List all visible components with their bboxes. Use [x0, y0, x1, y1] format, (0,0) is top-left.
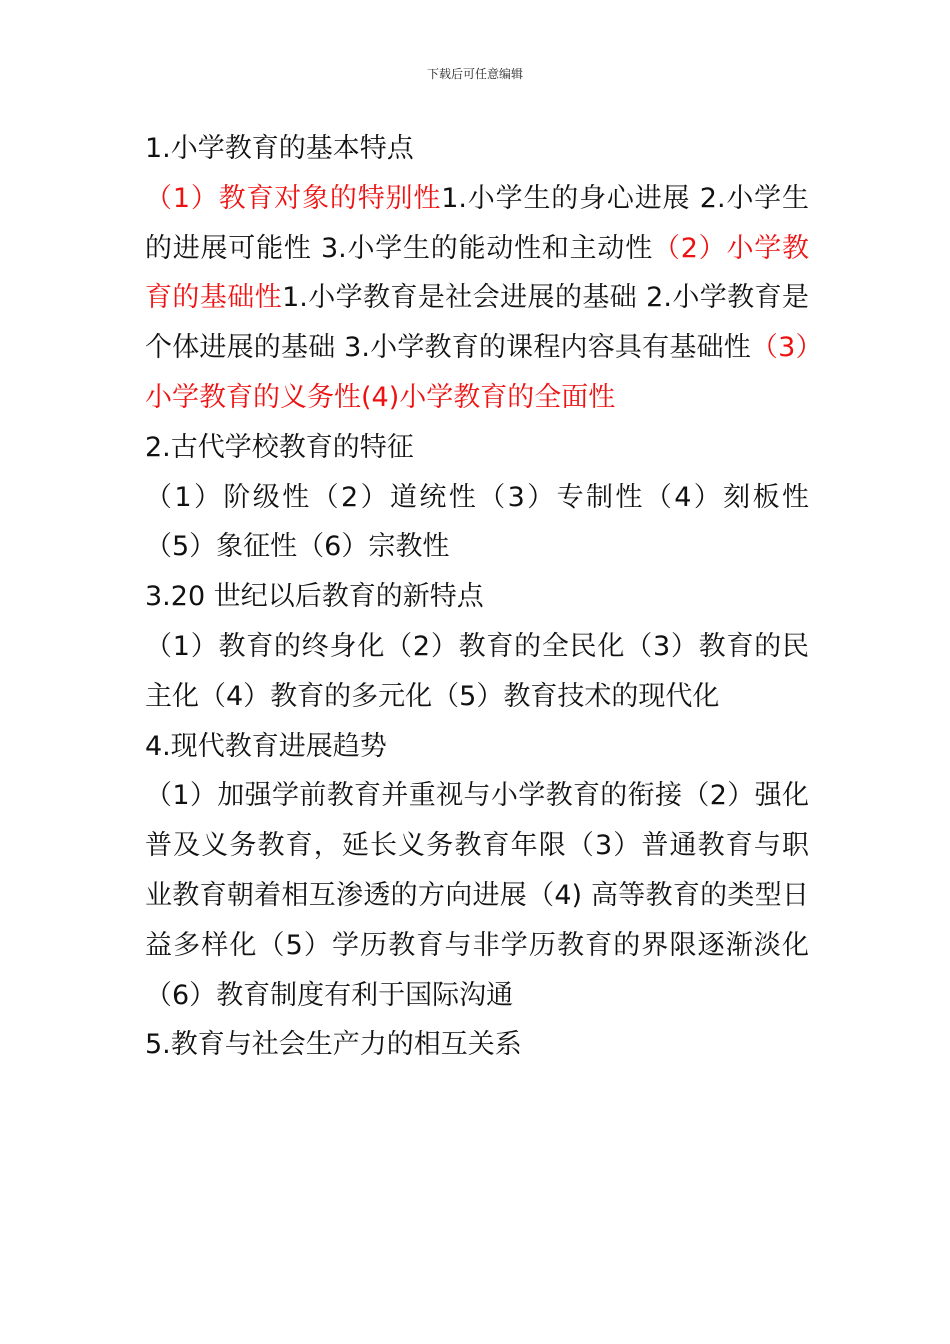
subheading-red: （1）教育对象的特别性: [145, 182, 442, 214]
body-text: （1）加强学前教育并重视与小学教育的衔接（2）强化普及义务教育，延长义务教育年限（3）普通教育与职业教育朝着相互渗透的方向进展（4) 高等教育的类型日益多样化（5）学历教育与非学历教育的界限逐渐淡化（6）教育制度有利于国际沟通: [145, 780, 809, 1011]
body-text: 1.小学生的身心进展 2.小学生的进展可能性 3.小学生的能动性和主动性: [145, 182, 809, 264]
section-body: [145, 622, 809, 722]
subheading-red: （2）小学教育的基础性: [145, 232, 809, 314]
section-title: 2.古代学校教育的特征: [145, 431, 414, 463]
body-text: （1）教育的终身化（2）教育的全民化（3）教育的民主化（4）教育的多元化（5）教育技术的现代化: [145, 630, 809, 712]
section-title: 1.小学教育的基本特点: [145, 133, 414, 164]
body-text: 1.小学教育是社会进展的基础 2.小学教育是个体进展的基础 3.小学教育的课程内容具有基础性: [145, 282, 809, 364]
section-title: 4.现代教育进展趋势: [145, 730, 387, 762]
section-title: 5.教育与社会生产力的相互关系: [145, 1029, 522, 1061]
section-body: [145, 771, 809, 1020]
subheading-red: （3）小学教育的义务性(4)小学教育的全面性: [145, 332, 809, 413]
document-body: [145, 124, 809, 1070]
body-text: （1）阶级性（2）道统性（3）专制性（4）刻板性（5）象征性（6）宗教性: [145, 481, 809, 563]
page-header: 下载后可任意编辑: [426, 67, 523, 81]
section-body: [145, 473, 809, 573]
section-title: 3.20 世纪以后教育的新特点: [145, 581, 484, 613]
section-body: [145, 174, 809, 423]
